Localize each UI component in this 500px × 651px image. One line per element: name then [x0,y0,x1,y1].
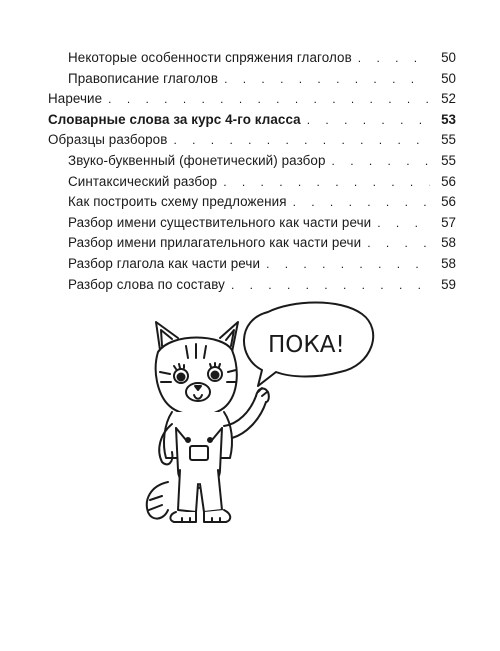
toc-entry-page: 56 [441,173,456,189]
toc-entry-title: Образцы разборов [48,132,168,148]
toc-entry-page: 55 [441,132,456,148]
toc-entry-title: Разбор имени прилагательного как части речи [68,235,362,251]
toc-entry-page: 50 [441,70,456,86]
toc-entry-title: Наречие [48,91,103,107]
toc-entry-page: 58 [441,255,456,271]
toc-entry-title: Как построить схему предложения [68,194,287,210]
toc-entry-title: Словарные слова за курс 4-го класса [48,111,301,127]
toc-entry-title: Синтаксический разбор [68,173,218,189]
toc-entry-page: 56 [441,194,456,210]
toc-entry-title: Некоторые особенности спряжения глаголов [68,50,352,65]
speech-text: ПОКА! [268,332,345,358]
toc-entry-title: Звуко-буквенный (фонетический) разбор [68,152,326,168]
toc-entry-page: 55 [441,152,456,168]
toc-entry-page: 53 [441,111,456,127]
toc-entry-title: Разбор имени существительного как части речи [68,214,372,230]
toc-entry-title: Разбор слова по составу [68,276,225,292]
toc-entry-page: 50 [441,50,456,65]
speech-bubble [244,303,373,387]
toc-entry-page: 52 [441,91,456,107]
toc-entry-title: Правописание глаголов [68,70,219,86]
toc-entry-title: Разбор глагола как части речи [68,255,261,271]
toc-entry-page: 59 [441,276,456,292]
toc-entry-page: 58 [441,235,456,251]
toc-entry-page: 57 [441,214,456,230]
